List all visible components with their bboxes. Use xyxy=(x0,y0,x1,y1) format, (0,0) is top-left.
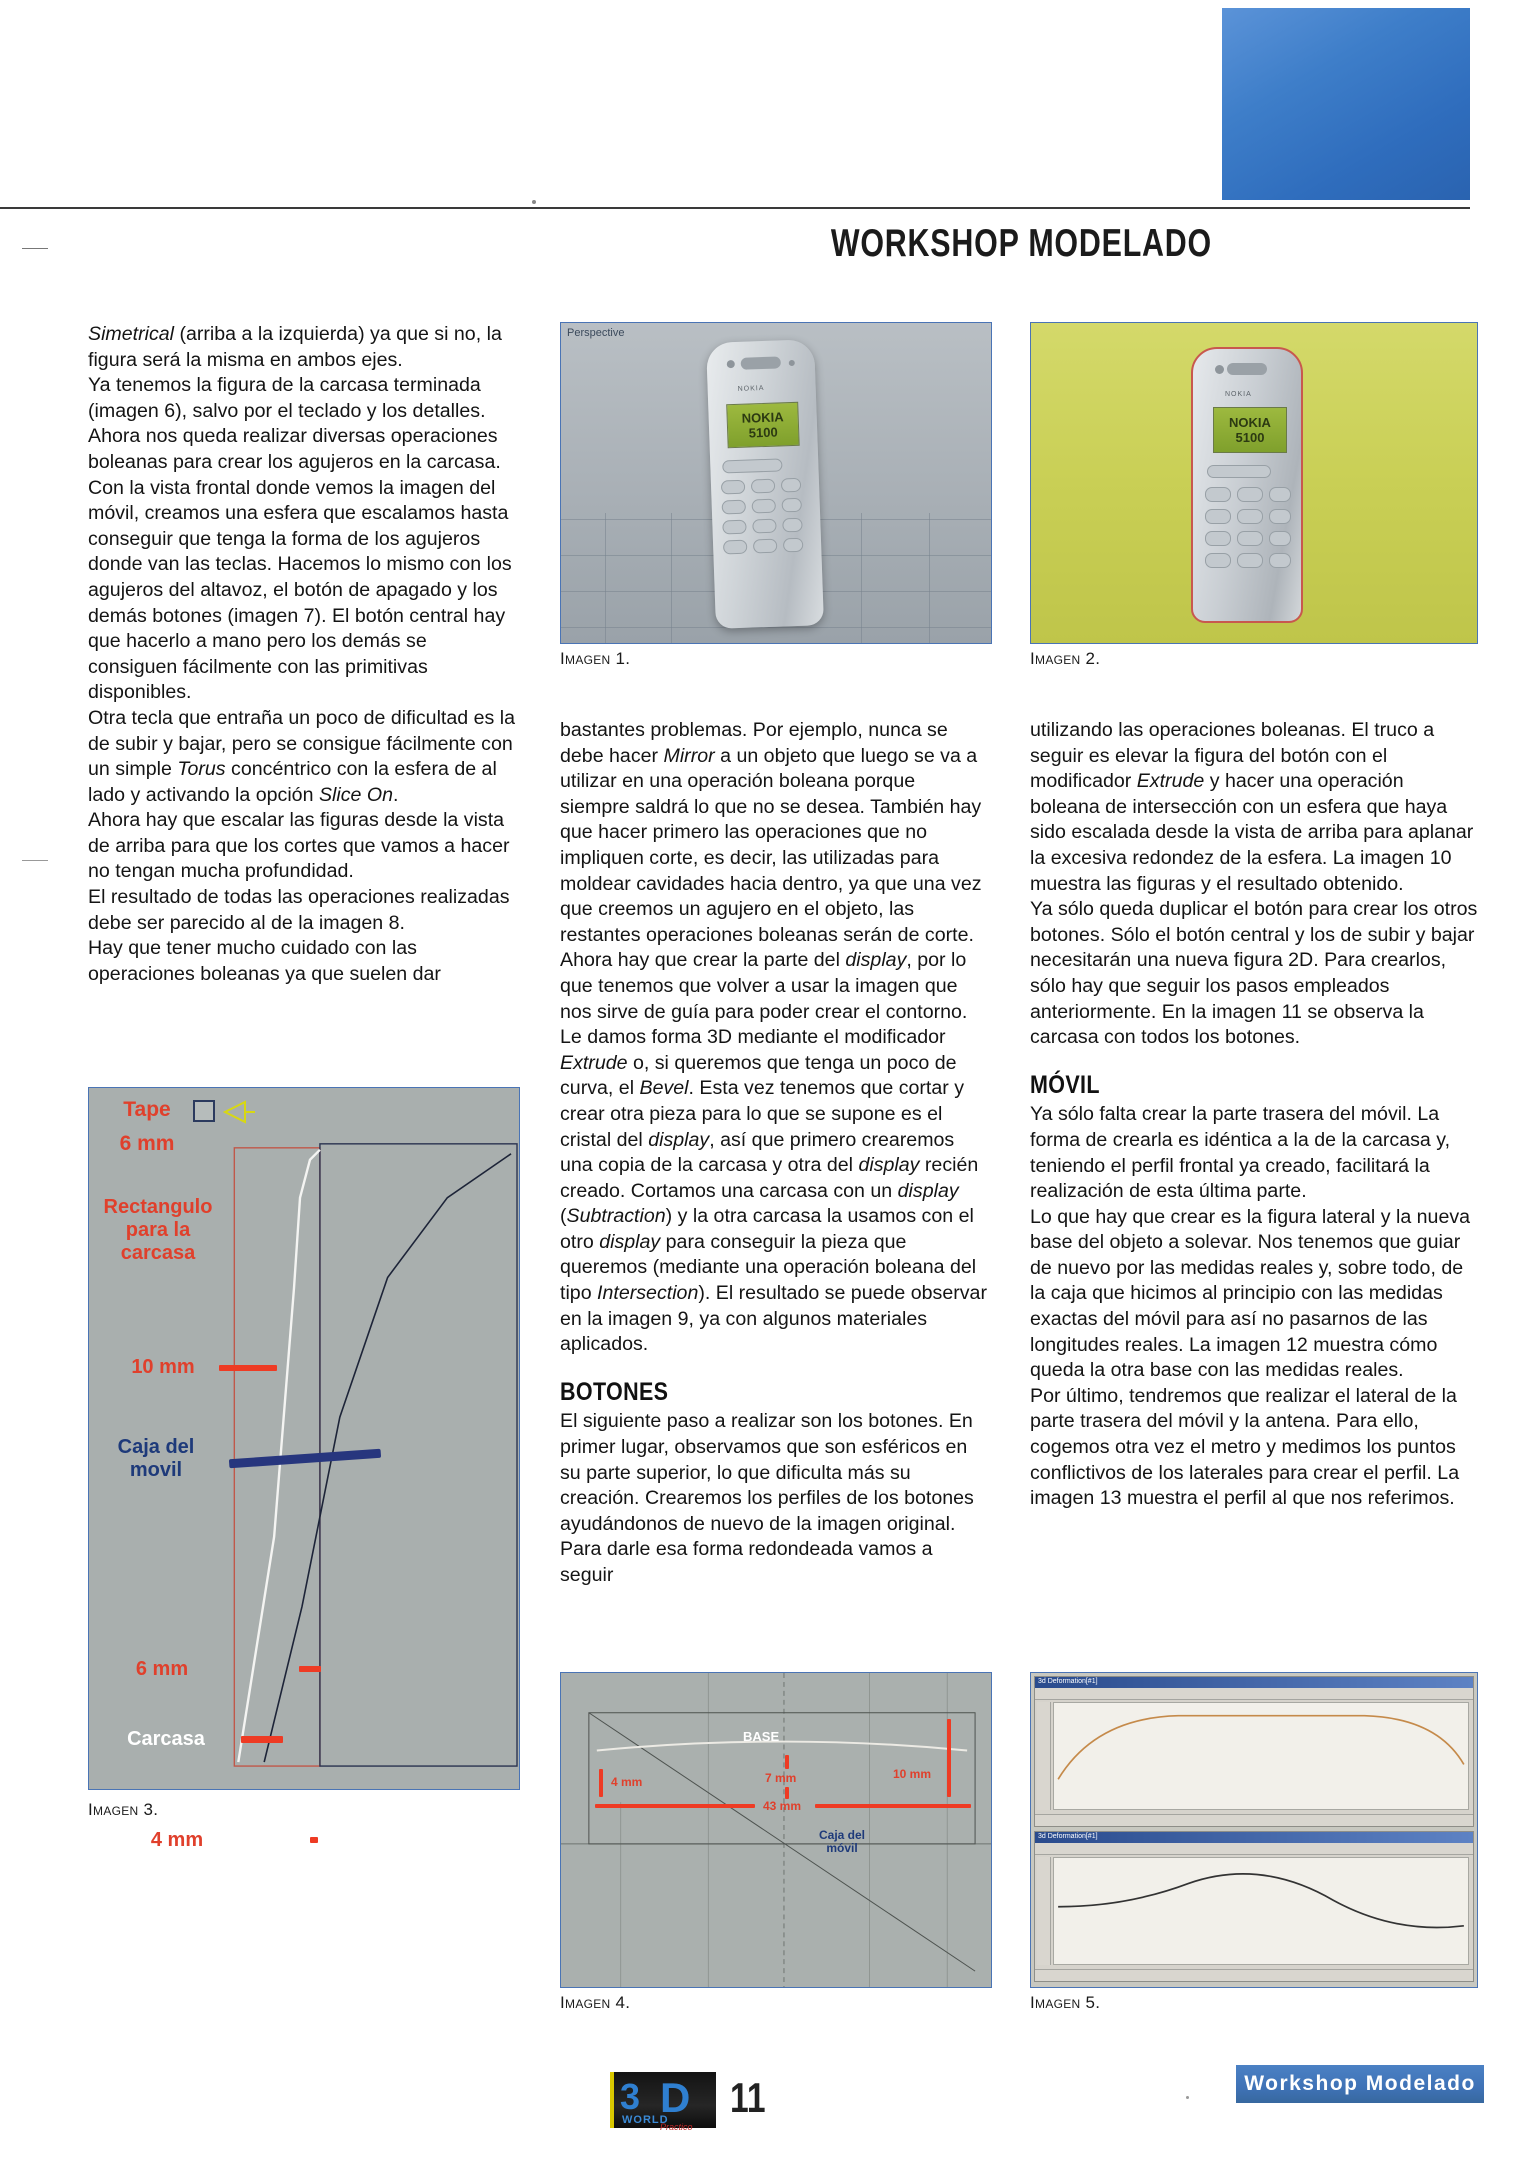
figure-4-frame xyxy=(560,1672,992,1988)
column-two xyxy=(560,718,990,1589)
label-carcasa: Carcasa xyxy=(127,1728,205,1750)
paragraph: Ya sólo queda duplicar el botón para crear los otros botones. Sólo el botón central y los de subir y bajar necesitarán una nueva figura 2D. Para crearlos, sólo hay que seguir los pasos empleados anteriormente. En la imagen 11 se observa la carcasa con todos los botones. xyxy=(1030,898,1478,1049)
bezier-curve-bottom xyxy=(1054,1858,1468,1964)
vertical-ruler-top xyxy=(1037,1702,1051,1810)
phone-render-front xyxy=(1191,347,1303,623)
label-caja-movil: Caja del móvil xyxy=(819,1828,866,1856)
statusbar-top xyxy=(1035,1814,1473,1826)
header-rule xyxy=(0,207,1470,209)
label-43mm: 43 mm xyxy=(763,1799,802,1813)
paragraph: bastantes problemas. Por ejemplo, nunca se debe hacer Mirror a un objeto que luego se va a utilizar en una operación boleana porque siempre saldrá lo que no se desea. También hay que hacer primero las operaciones que no impliquen corte, es decir, las utilizadas para moldear cavidades hacia dentro, ya que una vez que creemos un agujero en el objeto, las restantes operaciones boleanas serán de corte. Ahora hay que crear la parte del display, por lo que tenemos que volver a usar la imagen que nos sirve de guía para poder crear el contorno. Le damos forma 3D mediante el modificador Extrude o, si queremos que tenga un poco de curva, el Bevel. Esta vez tenemos que cortar y crear otra pieza para lo que se supone es el cristal del display, así que primero crearemos una copia de la carcasa y otra del display recién creado. Cortamos una carcasa con un display (Subtraction) y la otra carcasa la usamos con el otro display para conseguir la pieza que queremos (mediante una operación boleana del tipo Intersection). El resultado se puede observar en la imagen 9, ya con algunos materiales aplicados. xyxy=(560,719,987,1356)
figure-1-caption: Imagen 1. xyxy=(560,649,631,668)
paragraph: Ya sólo falta crear la parte trasera del móvil. La forma de crearla es idéntica a la de la carcasa y, teniendo el perfil frontal ya creado, facilitará la realización de esta última parte. xyxy=(1030,1103,1451,1203)
screen-line-1: NOKIA xyxy=(1229,415,1271,430)
figure-imagen-2 xyxy=(1030,322,1478,669)
page-number: 11 xyxy=(730,2074,766,2121)
viewport-label: Perspective xyxy=(567,327,625,339)
column-three xyxy=(1030,718,1478,1512)
window-titlebar-bottom[interactable]: 3d Deformation[#1] xyxy=(1035,1832,1473,1843)
statusbar-bottom xyxy=(1035,1969,1473,1981)
paragraph: utilizando las operaciones boleanas. El truco a seguir es elevar la figura del botón con el modificador Extrude y hacer una operación boleana de intersección con un esfera que haya sido escalada desde la vista de arriba para aplanar la excesiva redondez de la esfera. La imagen 10 muestra las figuras y el resultado obtenido. xyxy=(1030,719,1474,895)
paragraph: Simetrical (arriba a la izquierda) ya que si no, la figura será la misma en ambos ejes. xyxy=(88,323,502,371)
speaker-grille xyxy=(1227,363,1267,375)
page-title: WORKSHOP MODELADO xyxy=(830,222,1212,265)
bar-43mm-left xyxy=(595,1804,755,1808)
label-tape: Tape xyxy=(123,1098,171,1121)
label-caja-movil: Caja del movil xyxy=(117,1436,195,1482)
label-base: BASE xyxy=(743,1729,780,1744)
footer-section-banner: Workshop Modelado xyxy=(1236,2065,1484,2103)
subheading-botones: BOTONES xyxy=(560,1377,669,1406)
figure-5-frame xyxy=(1030,1672,1478,1988)
label-4mm: 4 mm xyxy=(611,1775,643,1789)
label-6mm-mid: 6 mm xyxy=(135,1658,189,1680)
app-window-bottom xyxy=(1034,1831,1474,1982)
logo-letter-d: D xyxy=(660,2074,691,2121)
tape-arrow-icon xyxy=(223,1100,257,1124)
curve-canvas-bottom[interactable] xyxy=(1053,1857,1469,1965)
logo-digit-3: 3 xyxy=(620,2076,641,2117)
label-7mm: 7 mm xyxy=(765,1771,797,1785)
measure-bar-carcasa xyxy=(241,1736,283,1743)
curve-canvas-top[interactable] xyxy=(1053,1702,1469,1810)
toolbar-top[interactable] xyxy=(1035,1688,1473,1700)
figure-2-caption: Imagen 2. xyxy=(1030,649,1101,668)
label-10mm: 10 mm xyxy=(131,1356,195,1378)
logo-practico-text: Practico xyxy=(660,2122,693,2132)
header-color-swatch xyxy=(1222,8,1470,200)
tick-10mm xyxy=(947,1719,951,1797)
measure-bar-4mm xyxy=(310,1837,318,1843)
logo-world-text: WORLD xyxy=(622,2114,669,2126)
paragraph: El siguiente paso a realizar son los botones. En primer lugar, observamos que son esféricos en su parte superior, lo que dificulta más su creación. Crearemos los perfiles de los botones ayudándonos de nuevo de la imagen original. Para darle esa forma redondeada vamos a seguir xyxy=(560,1410,974,1586)
figure-3-frame xyxy=(88,1087,520,1790)
crop-tick-top xyxy=(22,248,48,249)
measure-bar-10mm xyxy=(219,1365,277,1371)
registration-dot xyxy=(532,200,536,204)
base-diagram-lines xyxy=(561,1673,991,1987)
footer-registration-dot xyxy=(1186,2096,1189,2099)
column-one xyxy=(88,322,520,987)
toolbar-bottom[interactable] xyxy=(1035,1843,1473,1855)
vertical-ruler-bottom xyxy=(1037,1857,1051,1965)
brand-label: NOKIA xyxy=(737,384,765,393)
paragraph: Por último, tendremos que realizar el lateral de la parte trasera del móvil y la antena. Para ello, cogemos otra vez el metro y medimos los puntos conflictivos de los laterales para crear el perfil. La imagen 13 muestra el perfil al que nos referimos. xyxy=(1030,1384,1460,1510)
figure-imagen-3 xyxy=(88,1087,520,1851)
paragraph: El resultado de todas las operaciones realizadas debe ser parecido al de la imagen 8. xyxy=(88,886,510,934)
figure-1-frame xyxy=(560,322,992,644)
bezier-curve-top xyxy=(1054,1703,1468,1809)
paragraph: Lo que hay que crear es la figura lateral y la nueva base del objeto a solevar. Nos tenemos que guiar de nuevo por las medidas reales y, sobre todo, de la caja que hicimos al principio con las medidas exactas del móvil para así no pasarnos de las longitudes reales. La imagen 12 muestra cómo queda la otra base con las medidas reales. xyxy=(1030,1205,1471,1382)
brand-label: NOKIA xyxy=(1225,391,1252,398)
tick-7mm-bottom xyxy=(785,1787,789,1799)
paragraph: Ya tenemos la figura de la carcasa terminada (imagen 6), salvo por el teclado y los detalles. Ahora nos queda realizar diversas operaciones boleanas para crear los agujeros en la carcasa. Con la vista frontal donde vemos la imagen del móvil, creamos una esfera que escalamos hasta conseguir que tenga la forma de los agujeros donde van las teclas. Hacemos lo mismo con los agujeros del altavoz, el botón de apagado y los demás botones (imagen 7). El botón central hay que hacerlo a mano pero los demás se consiguen fácilmente con las primitivas disponibles. xyxy=(88,374,512,704)
figure-3-caption: Imagen 3. xyxy=(88,1800,159,1819)
figure-imagen-1 xyxy=(560,322,992,669)
screen-line-2: 5100 xyxy=(748,424,778,441)
figure-4-caption: Imagen 4. xyxy=(560,1993,631,2012)
screen-line-2: 5100 xyxy=(1235,430,1265,445)
bar-43mm-right xyxy=(815,1804,971,1808)
tape-checkbox[interactable] xyxy=(193,1100,215,1122)
label-6mm-top: 6 mm xyxy=(119,1132,175,1155)
measure-bar-6mm xyxy=(299,1666,321,1672)
label-10mm: 10 mm xyxy=(893,1767,932,1781)
tick-7mm-top xyxy=(785,1755,789,1769)
paragraph: Ahora hay que escalar las figuras desde la vista de arriba para que los cortes que vamos a hacer no tengan mucha profundidad. xyxy=(88,809,510,883)
crop-tick-mid xyxy=(22,860,48,861)
figure-5-caption: Imagen 5. xyxy=(1030,1993,1101,2012)
label-4mm: 4 mm xyxy=(150,1829,204,1851)
phone-screen xyxy=(726,402,799,448)
figure-imagen-4 xyxy=(560,1672,992,2013)
label-rectangulo: Rectangulo para la carcasa xyxy=(103,1196,213,1265)
subheading-movil: MÓVIL xyxy=(1030,1070,1100,1099)
tick-4mm xyxy=(599,1769,603,1797)
screen-line-1: NOKIA xyxy=(741,409,784,426)
paragraph: Otra tecla que entraña un poco de dificultad es la de subir y bajar, pero se consigue fácilmente con un simple Torus concéntrico con la esfera de al lado y activando la opción Slice On. xyxy=(88,706,515,806)
figure-imagen-5 xyxy=(1030,1672,1478,2013)
paragraph: Hay que tener mucho cuidado con las operaciones boleanas ya que suelen dar xyxy=(88,937,441,985)
app-window-top xyxy=(1034,1676,1474,1827)
speaker-grille xyxy=(741,356,781,369)
phone-render-perspective xyxy=(706,339,824,629)
window-titlebar-top[interactable]: 3d Deformation[#1] xyxy=(1035,1677,1473,1688)
figure-2-frame xyxy=(1030,322,1478,644)
magazine-logo xyxy=(610,2072,716,2132)
phone-screen xyxy=(1213,407,1287,453)
